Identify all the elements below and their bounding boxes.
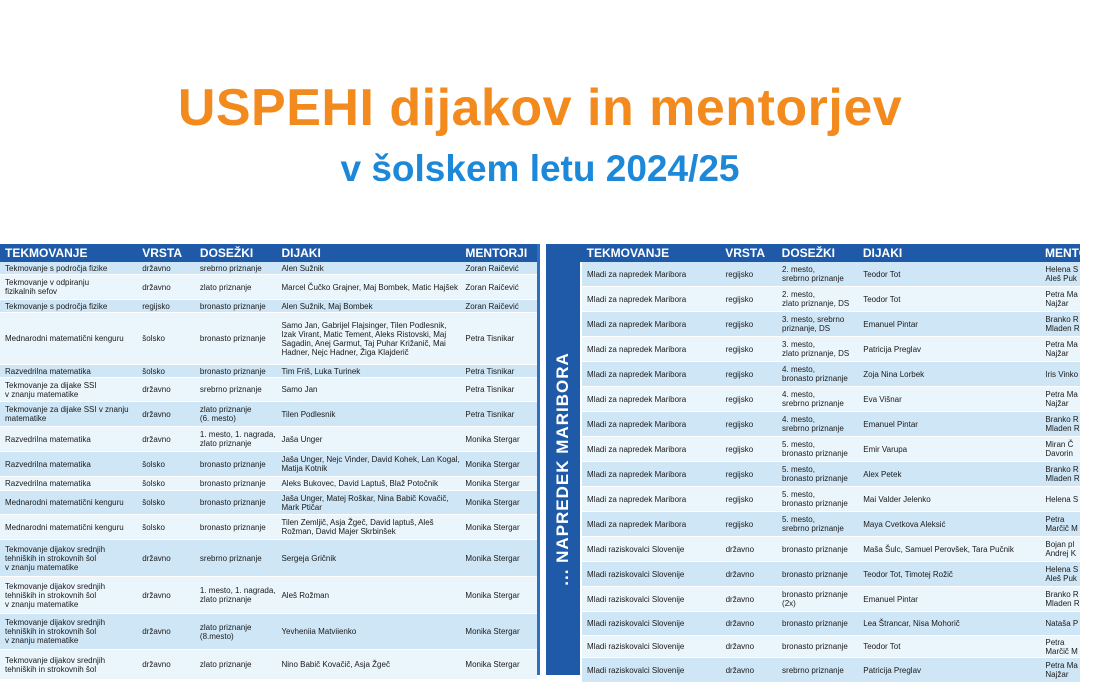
- cell-mentorji: Petra Ma Najžar: [1045, 661, 1078, 679]
- table-row: [0, 540, 537, 577]
- cell-dijaki: Tilen Podlesnik: [281, 409, 336, 419]
- cell-vrsta: šolsko: [142, 459, 165, 469]
- side-banner: [546, 262, 580, 675]
- header-vrsta: VRSTA: [725, 246, 765, 260]
- table-row: [582, 412, 1080, 437]
- table-row: [582, 537, 1080, 562]
- cell-tekmovanje: Tekmovanje dijakov srednjih tehniških in strokovnih šol v znanju matematike: [5, 581, 106, 609]
- cell-vrsta: državno: [142, 409, 171, 419]
- cell-tekmovanje: Razvedrilna matematika: [5, 479, 91, 488]
- cell-mentorji: Bojan pl Andrej K: [1045, 540, 1077, 558]
- cell-dijaki: Zoja Nina Lorbek: [863, 369, 925, 379]
- cell-tekmovanje: Mednarodni matematični kenguru: [5, 334, 124, 343]
- cell-tekmovanje: Mladi za napredek Maribora: [587, 519, 687, 529]
- cell-dijaki: Teodor Tot: [863, 294, 901, 304]
- table-row: [0, 650, 537, 680]
- cell-dijaki: Emanuel Pintar: [863, 319, 918, 329]
- cell-dijaki: Jaša Unger, Nejc Vinder, David Kohek, Lan Kogal, Matija Kotnik: [281, 455, 460, 473]
- cell-vrsta: regijsko: [725, 444, 754, 454]
- cell-mentorji: Zoran Raičević: [465, 282, 519, 292]
- cell-dosezki: bronasto priznanje: [199, 334, 266, 343]
- table-row: [582, 562, 1080, 587]
- cell-dosezki: 5. mesto, srebrno priznanje: [782, 515, 844, 533]
- cell-tekmovanje: Razvedrilna matematika: [5, 366, 91, 376]
- cell-dosezki: bronasto priznanje: [782, 544, 848, 554]
- right-results-table: [546, 244, 1107, 679]
- cell-dosezki: 2. mesto, srebrno priznanje: [782, 265, 844, 283]
- cell-dosezki: 1. mesto, 1. nagrada, zlato priznanje: [199, 430, 276, 448]
- table-row: [582, 337, 1080, 362]
- cell-vrsta: državno: [725, 594, 755, 604]
- cell-tekmovanje: Mladi za napredek Maribora: [587, 369, 687, 379]
- cell-tekmovanje: Tekmovanje za dijake SSI v znanju matematike: [5, 405, 129, 423]
- cell-dosezki: srebrno priznanje: [782, 665, 844, 675]
- cell-vrsta: regijsko: [725, 269, 754, 279]
- cell-vrsta: šolsko: [142, 498, 165, 507]
- cell-tekmovanje: Mednarodni matematični kenguru: [5, 498, 124, 507]
- cell-dijaki: Yevheniia Matviienko: [281, 627, 357, 636]
- header-dijaki: DIJAKI: [862, 246, 903, 260]
- cell-mentorji: Petra Tisnikar: [465, 409, 515, 419]
- cell-dijaki: Alen Sužnik, Maj Bombek: [281, 301, 373, 311]
- cell-dijaki: Tim Friš, Luka Turinek: [281, 366, 361, 376]
- cell-vrsta: regijsko: [725, 419, 754, 429]
- cell-mentorji: Petra Tisnikar: [465, 334, 515, 343]
- cell-dijaki: Jaša Unger, Matej Roškar, Nina Babič Kovačič, Mark Ptičar: [281, 493, 449, 512]
- cell-dijaki: Emanuel Pintar: [863, 594, 918, 604]
- cell-dosezki: 5. mesto, bronasto priznanje: [782, 490, 848, 508]
- table-row: [582, 437, 1080, 462]
- cell-mentorji: Monika Stergar: [465, 479, 520, 488]
- cell-dosezki: bronasto priznanje: [199, 498, 266, 507]
- cell-mentorji: Branko R Mladen R: [1045, 590, 1080, 608]
- cell-vrsta: regijsko: [725, 294, 754, 304]
- cell-mentorji: Nataša P: [1045, 619, 1079, 628]
- cell-dijaki: Alex Petek: [863, 469, 902, 479]
- cell-mentorji: Monika Stergar: [465, 660, 520, 669]
- cell-tekmovanje: Tekmovanje dijakov srednjih tehniških in strokovnih šol v znanju matematike: [5, 544, 106, 572]
- cell-vrsta: državno: [142, 553, 171, 563]
- cell-dosezki: zlato priznanje: [199, 660, 252, 669]
- table-row: [582, 512, 1080, 537]
- cell-mentorji: Petra Ma Najžar: [1045, 290, 1078, 308]
- cell-mentorji: Branko R Mladen R: [1045, 315, 1080, 333]
- cell-dijaki: Jaša Unger: [281, 434, 323, 444]
- cell-vrsta: regijsko: [725, 394, 754, 404]
- table-row: [0, 378, 537, 402]
- cell-dijaki: Patricija Preglav: [863, 665, 922, 675]
- cell-dijaki: Teodor Tot: [863, 269, 901, 279]
- cell-dijaki: Tilen Zemljič, Asja Žgeč, David laptuš, Aleš Rožman, David Majer Skrbinšek: [281, 518, 434, 536]
- cell-dijaki: Aleš Rožman: [281, 590, 330, 600]
- cell-dijaki: Maša Šulc, Samuel Perovšek, Tara Pučnik: [863, 544, 1014, 554]
- header-tekmovanje: TEKMOVANJE: [586, 246, 670, 260]
- cell-dijaki: Lea Štrancar, Nisa Mohorič: [863, 619, 960, 628]
- cell-vrsta: državno: [725, 642, 755, 651]
- cell-mentorji: Monika Stergar: [465, 498, 520, 507]
- cell-mentorji: Helena S Aleš Puk: [1045, 565, 1079, 583]
- table-row: [582, 362, 1080, 387]
- cell-dosezki: 5. mesto, bronasto priznanje: [782, 440, 848, 458]
- cell-mentorji: Monika Stergar: [465, 553, 520, 563]
- cell-vrsta: državno: [142, 282, 171, 292]
- cell-dijaki: Teodor Tot: [863, 642, 901, 651]
- header-vrsta: VRSTA: [142, 246, 182, 260]
- table-row: [0, 427, 537, 452]
- header-mentorji: MENTORJI: [1045, 246, 1107, 260]
- cell-vrsta: regijsko: [725, 369, 754, 379]
- cell-dijaki: Mai Valder Jelenko: [863, 494, 931, 504]
- table-row: [582, 487, 1080, 512]
- cell-tekmovanje: Mladi raziskovalci Slovenije: [587, 642, 685, 651]
- cell-tekmovanje: Mladi za napredek Maribora: [587, 444, 687, 454]
- cell-dosezki: bronasto priznanje: [782, 569, 848, 579]
- cell-mentorji: Petra Tisnikar: [465, 366, 515, 376]
- cell-dosezki: 2. mesto, zlato priznanje, DS: [782, 290, 850, 308]
- table-header: [546, 244, 1107, 262]
- cell-dijaki: Marcel Čučko Grajner, Maj Bombek, Matic Hajšek: [281, 282, 458, 292]
- cell-dosezki: bronasto priznanje: [199, 522, 266, 532]
- cell-vrsta: šolsko: [142, 334, 165, 343]
- table-row: [582, 262, 1080, 287]
- cell-dijaki: Emir Varupa: [863, 444, 908, 454]
- table-row: [0, 365, 537, 378]
- cell-tekmovanje: Mladi raziskovalci Slovenije: [587, 594, 685, 604]
- cell-mentorji: Monika Stergar: [465, 434, 520, 444]
- cell-vrsta: državno: [142, 627, 171, 636]
- table-body: [0, 262, 537, 680]
- cell-tekmovanje: Mladi za napredek Maribora: [587, 319, 687, 329]
- cell-mentorji: Helena S Aleš Puk: [1045, 265, 1079, 283]
- table-header: [0, 244, 537, 262]
- table-row: [0, 515, 537, 540]
- cell-mentorji: Monika Stergar: [465, 522, 520, 532]
- table-row: [582, 387, 1080, 412]
- table-row: [582, 612, 1080, 636]
- cell-vrsta: šolsko: [142, 366, 165, 376]
- cell-vrsta: državno: [142, 660, 171, 669]
- cell-vrsta: državno: [725, 569, 755, 579]
- table-row: [582, 587, 1080, 612]
- table-row: [0, 402, 537, 427]
- table-row: [0, 491, 537, 515]
- cell-mentorji: Monika Stergar: [465, 627, 520, 636]
- cell-tekmovanje: Tekmovanje dijakov srednjih tehniških in strokovnih šol v znanju matematike: [5, 618, 106, 645]
- cell-tekmovanje: Mladi za napredek Maribora: [587, 394, 687, 404]
- cell-dijaki: Nino Babič Kovačič, Asja Žgeč: [281, 660, 390, 669]
- cell-dosezki: zlato priznanje: [199, 282, 252, 292]
- cell-dosezki: zlato priznanje (6. mesto): [199, 405, 252, 423]
- table-row: [0, 313, 537, 365]
- cell-vrsta: šolsko: [142, 479, 165, 488]
- table-row: [0, 300, 537, 313]
- cell-dosezki: 4. mesto, bronasto priznanje: [782, 365, 848, 383]
- cell-mentorji: Zoran Raičević: [465, 263, 519, 273]
- cell-dosezki: 1. mesto, 1. nagrada, zlato priznanje: [199, 586, 276, 604]
- cell-vrsta: regijsko: [725, 319, 754, 329]
- cell-tekmovanje: Mladi za napredek Maribora: [587, 269, 687, 279]
- cell-mentorji: Branko R Mladen R: [1045, 415, 1080, 433]
- cell-vrsta: državno: [725, 619, 755, 628]
- cell-tekmovanje: Tekmovanje za dijake SSI v znanju matematike: [5, 380, 97, 399]
- table-row: [0, 275, 537, 300]
- cell-dosezki: bronasto priznanje: [199, 366, 266, 376]
- page-subtitle: v šolskem letu 2024/25: [340, 148, 740, 189]
- cell-mentorji: Monika Stergar: [465, 459, 520, 469]
- cell-mentorji: Helena S: [1045, 494, 1079, 504]
- cell-dosezki: bronasto priznanje: [782, 642, 848, 651]
- page-title: USPEHI dijakov in mentorjev: [177, 79, 903, 137]
- cell-vrsta: regijsko: [725, 469, 754, 479]
- cell-dosezki: zlato priznanje (8.mesto): [199, 622, 252, 641]
- cell-dijaki: Patricija Preglav: [863, 344, 922, 354]
- table-row: [582, 312, 1080, 337]
- cell-dosezki: bronasto priznanje: [199, 479, 266, 488]
- cell-vrsta: državno: [142, 385, 171, 394]
- cell-dosezki: 3. mesto, srebrno priznanje, DS: [782, 315, 845, 333]
- cell-tekmovanje: Mladi raziskovalci Slovenije: [587, 619, 685, 628]
- cell-dosezki: srebrno priznanje: [199, 553, 262, 563]
- cell-dosezki: bronasto priznanje: [199, 459, 266, 469]
- cell-tekmovanje: Mladi za napredek Maribora: [587, 419, 687, 429]
- cell-tekmovanje: Mladi raziskovalci Slovenije: [587, 544, 685, 554]
- cell-dijaki: Eva Višnar: [863, 394, 902, 404]
- cell-mentorji: Petra Marčič M: [1045, 637, 1078, 656]
- header-tekmovanje: TEKMOVANJE: [5, 246, 88, 260]
- table-row: [0, 577, 537, 614]
- cell-tekmovanje: Mednarodni matematični kenguru: [5, 522, 124, 532]
- header-dijaki: DIJAKI: [281, 246, 321, 260]
- cell-vrsta: regijsko: [725, 519, 754, 529]
- cell-vrsta: državno: [725, 665, 755, 675]
- left-results-table: [0, 244, 540, 675]
- cell-tekmovanje: Tekmovanje s področja fizike: [5, 301, 108, 311]
- cell-dosezki: 4. mesto, srebrno priznanje: [782, 390, 844, 408]
- cell-tekmovanje: Mladi za napredek Maribora: [587, 294, 687, 304]
- cell-mentorji: Petra Tisnikar: [465, 385, 515, 394]
- table-row: [582, 462, 1080, 487]
- cell-dosezki: 4. mesto, srebrno priznanje: [782, 415, 844, 433]
- header-dosezki: DOSEŽKI: [781, 246, 836, 260]
- cell-mentorji: Petra Ma Najžar: [1045, 390, 1078, 408]
- cell-dijaki: Samo Jan, Gabrijel Flajsinger, Tilen Podlesnik, Izak Virant, Matic Tement, Aleks Ristovski, Maj Sagadin, Anej Garmut, Taj Puhar Križanič, Mai Hadner, Nejc Hadner, Žiga Klajderič: [281, 320, 447, 357]
- cell-mentorji: Miran Č Davorin: [1045, 440, 1074, 458]
- cell-tekmovanje: Tekmovanje v odpiranju fizikalnih sefov: [5, 278, 90, 296]
- cell-mentorji: Iris Vinko: [1045, 369, 1079, 379]
- cell-dosezki: bronasto priznanje: [782, 619, 848, 628]
- cell-tekmovanje: Mladi raziskovalci Slovenije: [587, 569, 685, 579]
- table-row: [582, 636, 1080, 658]
- cell-tekmovanje: Mladi za napredek Maribora: [587, 494, 687, 504]
- table-row: [582, 658, 1080, 683]
- cell-dijaki: Teodor Tot, Timotej Rožič: [863, 569, 953, 579]
- cell-dijaki: Maya Cvetkova Aleksić: [863, 519, 946, 529]
- cell-vrsta: državno: [142, 590, 171, 600]
- cell-tekmovanje: Mladi za napredek Maribora: [587, 344, 687, 354]
- table-row: [582, 287, 1080, 312]
- cell-vrsta: šolsko: [142, 522, 165, 532]
- cell-vrsta: državno: [142, 434, 171, 444]
- table-body: [582, 262, 1080, 683]
- cell-dosezki: srebrno priznanje: [199, 385, 262, 394]
- header-dosezki: DOSEŽKI: [199, 246, 254, 260]
- header-mentorji: MENTORJI: [465, 246, 528, 260]
- cell-dijaki: Samo Jan: [281, 385, 318, 394]
- cell-mentorji: Branko R Mladen R: [1045, 465, 1080, 483]
- table-row: [0, 262, 537, 275]
- side-banner-label: ... NAPREDEK MARIBORA: [553, 351, 573, 586]
- table-row: [0, 477, 537, 491]
- cell-tekmovanje: Mladi raziskovalci Slovenije: [587, 665, 685, 675]
- cell-dosezki: 5. mesto, bronasto priznanje: [782, 465, 848, 483]
- cell-dijaki: Sergeja Gričnik: [281, 553, 337, 563]
- cell-dosezki: 3. mesto, zlato priznanje, DS: [782, 340, 850, 358]
- table-row: [0, 452, 537, 477]
- cell-vrsta: regijsko: [725, 494, 754, 504]
- cell-tekmovanje: Tekmovanje s področja fizike: [5, 263, 108, 273]
- cell-dijaki: Emanuel Pintar: [863, 419, 918, 429]
- cell-vrsta: regijsko: [142, 301, 170, 311]
- cell-dosezki: bronasto priznanje (2x): [782, 590, 848, 608]
- cell-dijaki: Alen Sužnik: [281, 263, 324, 273]
- cell-vrsta: državno: [142, 263, 171, 273]
- cell-dosezki: bronasto priznanje: [199, 301, 266, 311]
- cell-tekmovanje: Razvedrilna matematika: [5, 459, 91, 469]
- cell-vrsta: državno: [725, 544, 755, 554]
- cell-tekmovanje: Razvedrilna matematika: [5, 434, 91, 444]
- cell-tekmovanje: Mladi za napredek Maribora: [587, 469, 687, 479]
- cell-dijaki: Aleks Bukovec, David Laptuš, Blaž Potočnik: [281, 479, 438, 488]
- cell-mentorji: Monika Stergar: [465, 590, 520, 600]
- cell-mentorji: Petra Ma Najžar: [1045, 340, 1078, 358]
- cell-tekmovanje: Tekmovanje dijakov srednjih tehniških in strokovnih šol: [5, 655, 106, 674]
- table-row: [0, 614, 537, 650]
- cell-mentorji: Zoran Raičević: [465, 301, 519, 311]
- cell-vrsta: regijsko: [725, 344, 754, 354]
- cell-mentorji: Petra Marčič M: [1045, 515, 1078, 533]
- cell-dosezki: srebrno priznanje: [199, 263, 262, 273]
